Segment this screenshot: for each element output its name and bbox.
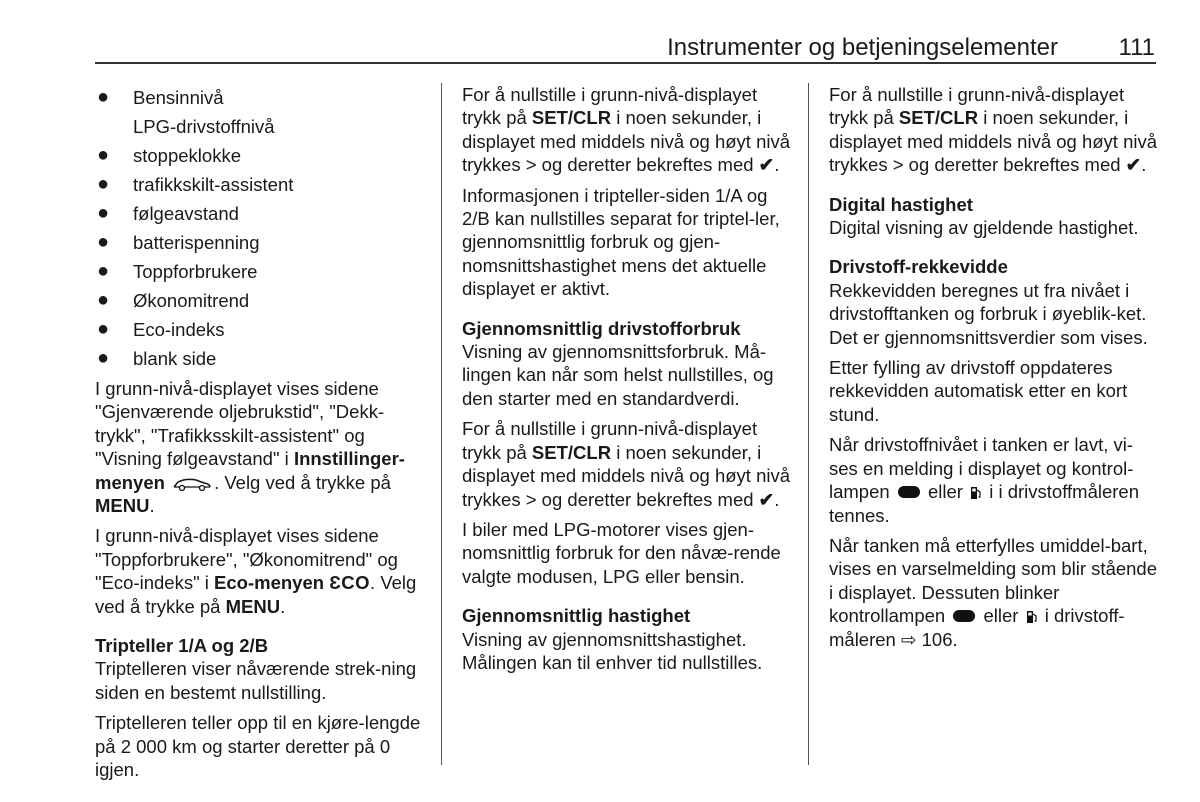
list-item: ● trafikkskilt-assistent	[95, 170, 430, 199]
paragraph: Digital visning av gjeldende hastighet.	[829, 217, 1139, 239]
fuel-pump-icon	[970, 485, 982, 500]
list-item: ● batterispenning	[95, 228, 430, 257]
bullet-icon: ●	[97, 173, 110, 195]
paragraph: Når drivstoffnivået i tanken er lavt, vi-ses en melding i displayet og kontrol-lampen eller i i drivstoffmåleren tennes.	[829, 434, 1139, 526]
list-item-sub: LPG-drivstoffnivå	[133, 116, 275, 137]
eco-icon: ƐCO	[329, 572, 371, 594]
paragraph: For å nullstille i grunn-nivå-displayet trykk på SET/CLR i noen sekunder, i displayet med middels nivå og høyt nivå trykkes > og deretter bekreftes med ✔.	[829, 84, 1158, 176]
section-heading: Tripteller 1/A og 2/B	[95, 635, 269, 657]
lamp-icon	[898, 486, 920, 498]
section-heading: Gjennomsnittlig hastighet	[462, 605, 691, 627]
paragraph: For å nullstille i grunn-nivå-displayet trykk på SET/CLR i noen sekunder, i displayet med middels nivå og høyt nivå trykkes > og deretter bekreftes med ✔.	[462, 418, 791, 510]
bullet-icon: ●	[97, 347, 110, 369]
paragraph: Visning av gjennomsnittsforbruk. Må-lingen kan når som helst nullstilles, og den starter med en standardverdi.	[462, 341, 774, 409]
list-item: ● Eco-indeks	[95, 315, 430, 344]
paragraph: Når tanken må etterfylles umiddel-bart, vises en varselmelding som blir stående i displayet. Dessuten blinker kontrollampen eller i drivstoff-måleren ⇨ 106.	[829, 534, 1158, 650]
bullet-icon: ●	[97, 231, 110, 253]
header-rule	[95, 62, 1156, 64]
paragraph: For å nullstille i grunn-nivå-displayet trykk på SET/CLR i noen sekunder, i displayet med middels nivå og høyt nivå trykkes > og deretter bekreftes med ✔.	[462, 84, 791, 176]
list-item: ● Toppforbrukere	[95, 257, 430, 286]
paragraph: Rekkevidden beregnes ut fra nivået i drivstofftanken og forbruk i øyeblik-ket. Det er gjennomsnittsverdier som vises.	[829, 279, 1148, 348]
bullet-icon: ●	[97, 86, 110, 108]
check-icon: ✔	[758, 154, 775, 176]
paragraph: I biler med LPG-motorer vises gjen-nomsnittlig forbruk for den nåvæ-rende valgte modusen, LPG eller bensin.	[462, 518, 781, 587]
column-3	[829, 83, 1159, 658]
paragraph: I grunn-nivå-displayet vises sidene "Toppforbrukere", "Økonomitrend" og "Eco-indeks" i Eco-menyen ƐCO. Velg ved å trykke på MENU.	[95, 525, 417, 617]
bullet-icon: ●	[97, 144, 110, 166]
lamp-icon	[953, 610, 975, 622]
check-icon: ✔	[1125, 154, 1142, 176]
page-number: 111	[1118, 34, 1155, 61]
paragraph: Triptelleren viser nåværende strek-ning siden en bestemt nullstilling.	[95, 658, 417, 703]
section-heading: Gjennomsnittlig drivstofforbruk	[462, 317, 741, 339]
section-heading: Drivstoff-rekkevidde	[829, 256, 1008, 278]
column-2	[462, 83, 792, 681]
column-1	[95, 83, 430, 789]
page-reference-link[interactable]: 106	[921, 628, 953, 650]
car-icon	[172, 477, 212, 491]
list-item: ● stoppeklokke	[95, 141, 430, 170]
bullet-list	[95, 83, 430, 373]
bullet-icon: ●	[97, 260, 110, 282]
list-item: ● følgeavstand	[95, 199, 430, 228]
paragraph: Visning av gjennomsnittshastighet. Målingen kan til enhver tid nullstilles.	[462, 628, 763, 673]
fuel-pump-icon	[1026, 609, 1038, 624]
paragraph: Etter fylling av drivstoff oppdateres rekkevidden automatisk etter en kort stund.	[829, 357, 1128, 425]
section-heading: Digital hastighet	[829, 193, 973, 215]
column-divider	[441, 83, 442, 765]
check-icon: ✔	[758, 488, 775, 510]
paragraph: I grunn-nivå-displayet vises sidene "Gjenværende oljebrukstid", "Dekk-trykk", "Trafikksskilt-assistent" og "Visning følgeavstand" i Innstillinger-menyen . Velg ved å trykke på MENU.	[95, 378, 405, 517]
list-item: ● Økonomitrend	[95, 286, 430, 315]
list-item: ● blank side	[95, 344, 430, 373]
paragraph: Informasjonen i tripteller-siden 1/A og 2/B kan nullstilles separat for triptel-ler, gjennomsnittlig forbruk og gjen-nomsnittshastighet mens det aktuelle displayet er aktivt.	[462, 184, 780, 300]
bullet-icon: ●	[97, 289, 110, 311]
arrow-right-icon: >	[892, 154, 904, 176]
arrow-right-icon: >	[525, 154, 537, 176]
arrow-ref-icon: ⇨	[900, 628, 917, 650]
list-item: ● Bensinnivå	[95, 83, 430, 112]
bullet-icon: ●	[97, 202, 110, 224]
page-header-title: Instrumenter og betjeningselementer	[667, 34, 1058, 61]
arrow-right-icon: >	[525, 488, 537, 510]
bullet-icon: ●	[97, 318, 110, 340]
column-divider	[808, 83, 809, 765]
paragraph: Triptelleren teller opp til en kjøre-lengde på 2 000 km og starter deretter på 0 igjen.	[95, 712, 421, 781]
